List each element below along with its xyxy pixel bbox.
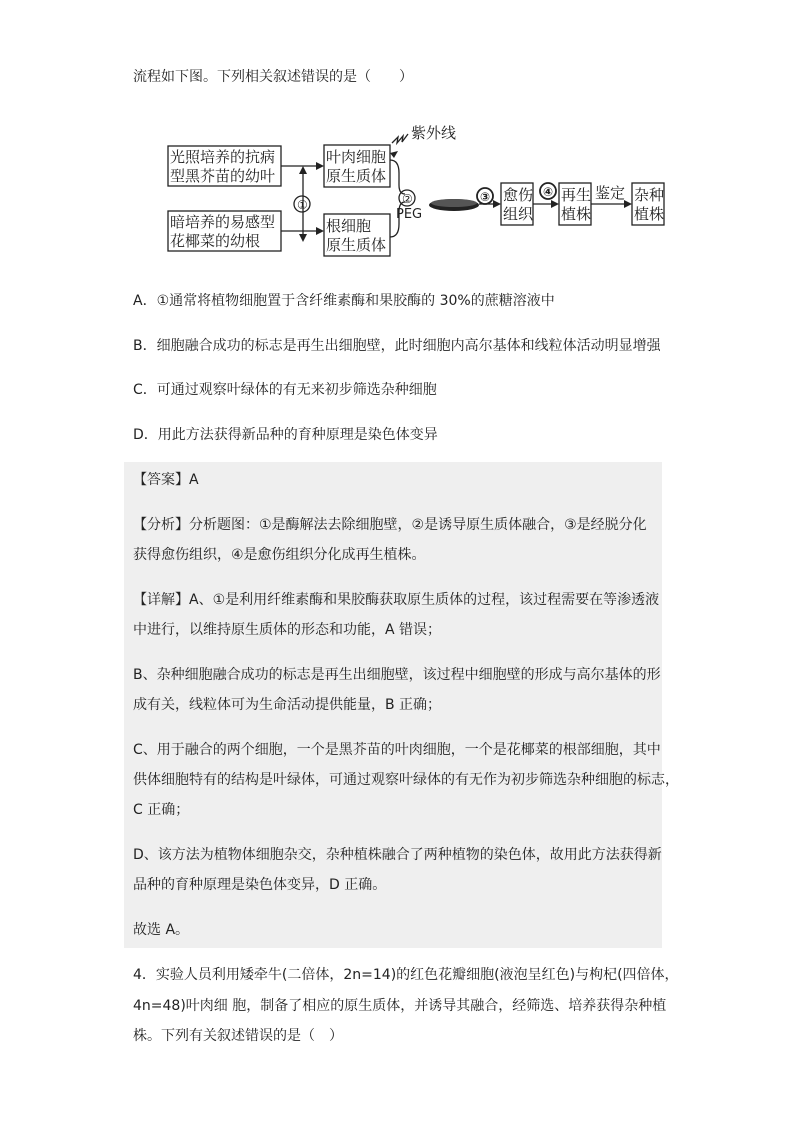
detail-line: 成有关，线粒体可为生命活动提供能量，B 正确； — [133, 697, 442, 713]
uv-label: 紫外线 — [411, 124, 457, 142]
detail-line: C、用于融合的两个细胞，一个是黑芥苗的叶肉细胞，一个是花椰菜的根部细胞，其中 — [133, 742, 661, 758]
detail-line: B、杂种细胞融合成功的标志是再生出细胞壁，该过程中细胞壁的形成与高尔基体的形 — [133, 667, 661, 683]
detail-line: 供体细胞特有的结构是叶绿体，可通过观察叶绿体的有无作为初步筛选杂种细胞的标志， — [133, 772, 679, 788]
detail-line: 品种的育种原理是染色体变异，D 正确。 — [133, 877, 387, 893]
step-2-label: ② — [402, 192, 413, 206]
detail-line: 【详解】A、①是利用纤维素酶和果胶酶获取原生质体的过程，该过程需要在等渗透液 — [133, 592, 660, 608]
identify-label: 鉴定 — [595, 184, 626, 202]
option-d: D．用此方法获得新品种的育种原理是染色体变异 — [133, 427, 438, 443]
question-4-line-2: 4n=48)叶肉细 胞，制备了相应的原生质体，并诱导其融合，经筛选、培养获得杂种植 — [133, 998, 667, 1014]
detail-line: C 正确； — [133, 802, 190, 818]
peg-label: PEG — [396, 207, 423, 222]
analysis-line-1: 【分析】分析题图：①是酶解法去除细胞壁，②是诱导原生质体融合，③是经脱分化 — [133, 517, 647, 533]
step-4-label: ④ — [543, 185, 554, 199]
step-3-label: ③ — [480, 190, 491, 204]
answer-line: 【答案】A — [133, 472, 199, 488]
question-4-line-1: 4．实验人员利用矮牵牛(二倍体，2n=14)的红色花瓣细胞(液泡呈红色)与枸杞(四倍体， — [133, 967, 679, 983]
question-stem: 流程如下图。下列相关叙述错误的是（ ） — [133, 69, 413, 85]
analysis-line-2: 获得愈伤组织，④是愈伤组织分化成再生植株。 — [133, 547, 426, 563]
option-a: A．①通常将植物细胞置于含纤维素酶和果胶酶的 30%的蔗糖溶液中 — [133, 293, 555, 309]
detail-line: D、该方法为植物体细胞杂交，杂种植株融合了两种植物的染色体，故用此方法获得新 — [133, 847, 662, 863]
conclusion-line: 故选 A。 — [133, 922, 190, 938]
detail-line: 中进行，以维持原生质体的形态和功能，A 错误； — [133, 622, 442, 638]
question-4-line-3: 株。下列有关叙述错误的是（ ） — [133, 1028, 343, 1044]
step-1-label: ① — [297, 198, 308, 212]
svg-text:光照培养的抗病 型黑芥苗的幼叶 暗培养的易感: 光照培养的抗病 型黑芥苗的幼叶 暗培养的易感型 花椰菜的幼根 叶肉细胞 原生质体 根细胞 原生质体 愈伤 组织 再生 植株 杂种 植株 — [170, 148, 665, 254]
option-c: C．可通过观察叶绿体的有无来初步筛选杂种细胞 — [133, 382, 437, 398]
option-b: B．细胞融合成功的标志是再生出细胞壁，此时细胞内高尔基体和线粒体活动明显增强 — [133, 338, 661, 354]
flow-diagram — [0, 118, 794, 278]
